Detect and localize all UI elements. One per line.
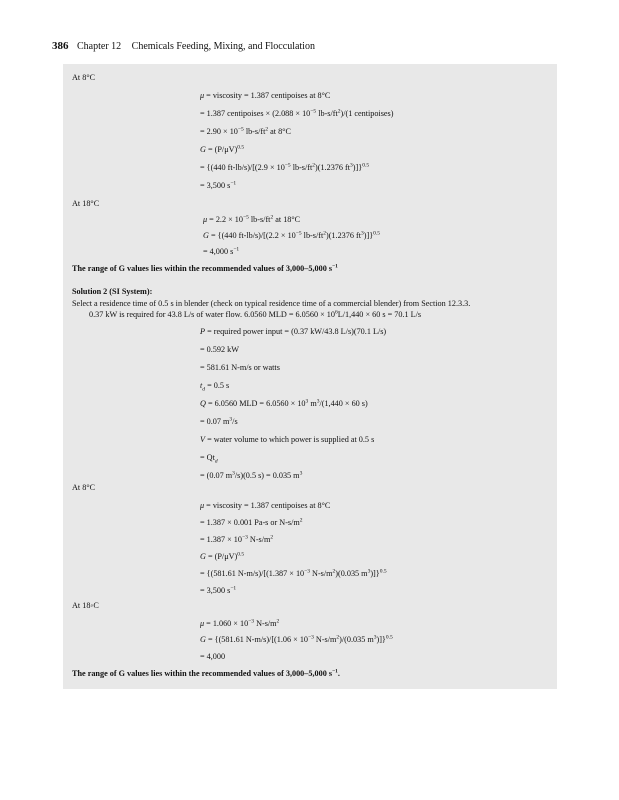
eq-mu-definition-si: μ = viscosity = 1.387 centipoises at 8°C [200,501,331,510]
range-statement-1: The range of G values lies within the recommended values of 3,000–5,000 $s^{-1}$ [72,263,338,273]
running-header [52,40,315,52]
eq-mu-result: = $2.90 \times 10^{-5}$ $lb-s/ft^2$ at 8°C [200,126,291,136]
eq-g-formula-si: $G = (P/\mu V)^{0.5}$ [200,551,245,561]
eq-flow-value: = 0.07 $m^3/s$ [200,416,238,426]
label-at-18c: At 18°C [72,199,100,208]
eq-g-18c-si: G = {(581.61 $N-m/s)/[(1.06 \times 10^{-3}$ $N-s/m^2)/(0.035$ $m^3)]\}^{0.5}$ [200,634,393,644]
eq-mu-value-si: = $1.387 \times 10^{-3}$ $N-s/m^2$ [200,534,274,544]
eq-g-substitution: = {(440 $ft-lb/s)/[(2.9 \times 10^{-5}$ $lb-s/ft^2)(1.2376$ $ft^3)]\}^{0.5}$ [200,162,370,172]
eq-mu-18c-si: $\mu = 1.060 \times 10^{-3}$ $N-s/m^2$ [200,618,280,628]
label-at-8c-si: At 8°C [72,483,96,492]
eq-volume-qt: = $Qt_d$ [200,453,218,465]
intro-line-1: Select a residence time of 0.5 s in blender (check on typical residence time of a commercial blender) from Section 12.3.3. [72,299,471,308]
eq-g-formula: $G = (P/\mu V)^{0.5}$ [200,144,245,154]
chapter-title: Chemicals Feeding, Mixing, and Flocculation [131,41,315,52]
label-at-8c: At 8°C [72,73,96,82]
eq-g-18c-value-si: = 4,000 [200,652,226,661]
eq-mu-pa: = 1.387 × 0.001 Pa-s or $N-s/m^2$ [200,517,303,527]
eq-volume-value: = (0.07 $m^3/s)(0.5$ s) = 0.035 $m^3$ [200,470,303,480]
eq-g-18c: G = {(440 $ft-lb/s)/[(2.2 \times 10^{-5}$ $lb-s/ft^2)(1.2376$ $ft^3)]\}^{0.5}$ [203,230,381,240]
eq-power-kw: = 0.592 kW [200,345,239,354]
eq-flow: Q = 6.0560 MLD = $6.0560 \times 10^3$ $m^3/(1,440 \times 60$ s) [200,398,368,408]
label-at-18c-si: At 18◦C [72,601,99,610]
page-number: 386 [52,40,69,52]
eq-g-substitution-si: = {(581.61 $N-m/s)/[(1.387 \times 10^{-3}$ $N-s/m^2)(0.035$ $m^3)]\}^{0.5}$ [200,568,387,578]
eq-g-value: = 3,500 $s^{-1}$ [200,180,237,190]
eq-volume-definition: V = water volume to which power is supplied at 0.5 s [200,435,375,444]
eq-g-18c-value: = 4,000 $s^{-1}$ [203,246,240,256]
eq-power-definition: P = required power input = (0.37 kW/43.8 L/s)(70.1 L/s) [200,327,387,336]
chapter-label: Chapter 12 [77,41,122,52]
eq-mu-18c: $\mu = 2.2 \times 10^{-5}$ $lb-s/ft^2$ at 18°C [203,214,301,224]
solution-2-heading: Solution 2 (SI System): [72,287,153,296]
range-statement-2: The range of G values lies within the recommended values of 3,000–5,000 $s^{-1}$. [72,668,340,678]
eq-residence-time: $t_d = 0.5$ s [200,381,230,393]
eq-mu-conversion: = 1.387 centipoises × ($2.088 \times 10^{-5}$ $lb-s/ft^2)/(1$ centipoises) [200,108,394,118]
intro-line-2: 0.37 kW is required for 43.8 L/s of water flow. 6.0560 MLD = $6.0560 \times 10^6L/1,440 \times 60$ s = 70.1 L/s [89,309,422,319]
eq-power-watts: = 581.61 N-m/s or watts [200,363,280,372]
eq-g-value-si: = 3,500 $s^{-1}$ [200,585,237,595]
solution-panel [63,64,557,689]
eq-mu-definition: μ = viscosity = 1.387 centipoises at 8°C [200,91,331,100]
